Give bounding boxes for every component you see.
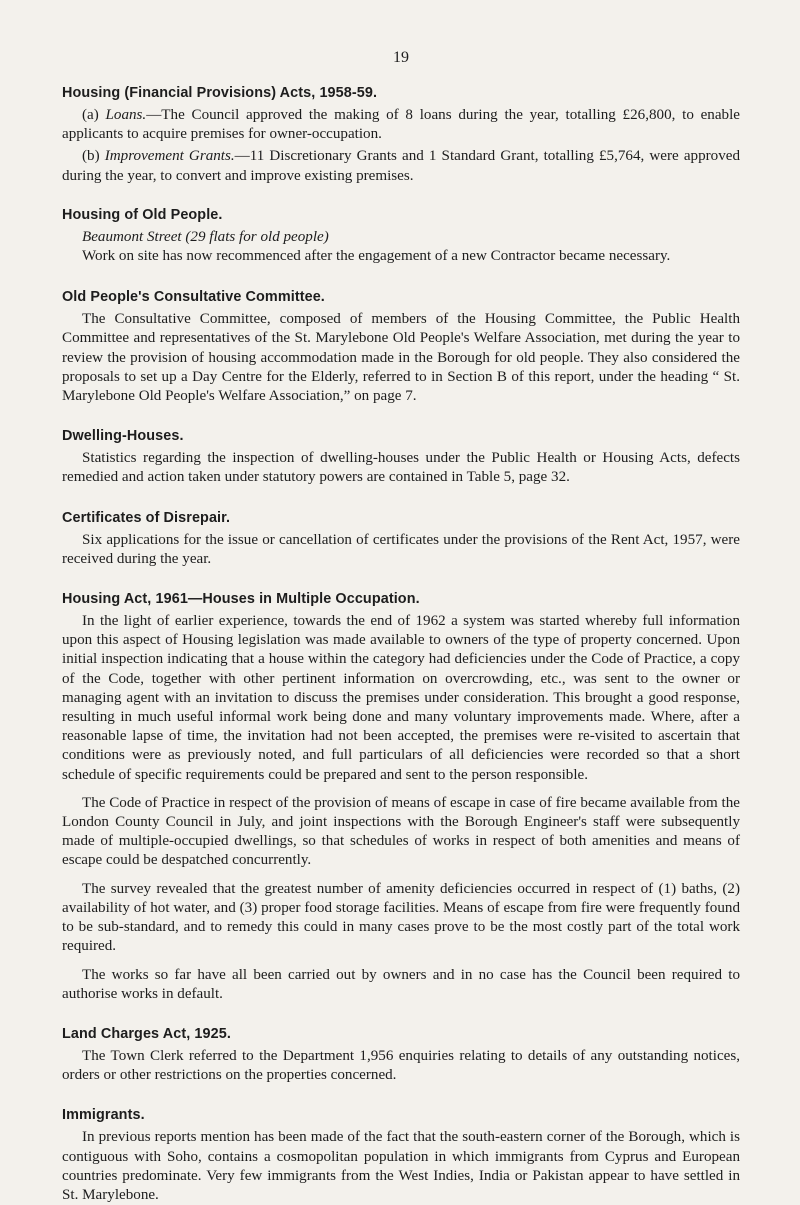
section-housing-financial <box>62 84 740 186</box>
paragraph: Six applications for the issue or cancellation of certificates under the provisions of the Rent Act, 1957, were received during the year. <box>62 531 740 567</box>
section-heading: Old People's Consultative Committee. <box>62 289 325 306</box>
section-heading: Housing of Old People. <box>62 206 223 223</box>
paragraph: Statistics regarding the inspection of dwelling-houses under the Public Health or Housing Acts, defects remedied and action taken under statutory powers are contained in Table 5, page 32. <box>62 450 740 486</box>
page-number: 19 <box>393 49 409 66</box>
section-land-charges <box>62 1025 740 1085</box>
section-multiple-occupation <box>62 590 740 1004</box>
section-heading: Housing Act, 1961—Houses in Multiple Occupation. <box>62 591 420 608</box>
section-disrepair <box>62 509 740 569</box>
item-text: —The Council approved the making of 8 loans during the year, totalling £26,800, to enable applicants to acquire premises for owner-occupation. <box>62 107 740 143</box>
subheading: Beaumont Street (29 flats for old people) <box>82 228 329 245</box>
item-title: Improvement Grants. <box>104 148 235 165</box>
section-dwelling <box>62 427 740 487</box>
section-heading: Dwelling-Houses. <box>62 428 184 445</box>
section-heading: Housing (Financial Provisions) Acts, 1958-59. <box>62 85 378 101</box>
paragraph: The works so far have all been carried out by owners and in no case has the Council been required to authorise works in default. <box>62 966 740 1002</box>
paragraph: In previous reports mention has been made of the fact that the south-eastern corner of the Borough, which is contiguous with Soho, contains a cosmopolitan population in which immigrants from Cyprus and European countries predominate. Very few immigrants from the West Indies, India or Pakistan appear to have settled in St. Marylebone. <box>62 1129 740 1203</box>
paragraph-loans <box>62 106 740 144</box>
paragraph: Work on site has now recommenced after the engagement of a new Contractor became necessary. <box>82 248 671 265</box>
paragraph-grants <box>62 147 740 185</box>
section-old-people <box>62 206 740 266</box>
section-consultative <box>62 288 740 406</box>
paragraph: The Code of Practice in respect of the provision of means of escape in case of fire became available from the London County Council in July, and joint inspections with the Borough Engineer's staff were subsequently made of multiple-occupied dwellings, so that schedules of works in respect of both amenities and means of escape could be despatched concurrently. <box>62 794 740 869</box>
section-heading: Immigrants. <box>62 1107 145 1124</box>
section-immigrants <box>62 1106 740 1205</box>
paragraph: In the light of earlier experience, towards the end of 1962 a system was started whereby full information upon this aspect of Housing legislation was made available to owners of the type of property concerned. Upon initial inspection indicating that a house within the category had deficiencies under the Code of Practice, a copy of the Code, together with other pertinent information on overcrowding, etc., was sent to the owner or managing agent with an invitation to discuss the premises under consideration. This brought a good response, resulting in much useful informal work being done and many voluntary improvements made. Where, after a reasonable lapse of time, the invitation had not been accepted, the premises were re-visited to ascertain that conditions were as previously noted, and full particulars of all deficiencies were recorded so that a short schedule of specific requirements could be prepared and sent to the person responsible. <box>62 613 740 783</box>
section-heading: Land Charges Act, 1925. <box>62 1025 231 1042</box>
paragraph: The survey revealed that the greatest number of amenity deficiencies occurred in respect of (1) baths, (2) availability of hot water, and (3) proper food storage facilities. Means of escape from fire were frequently found to be sub-standard, and to remedy this could in many cases prove to be the most costly part of the total work required. <box>62 880 740 955</box>
paragraph: The Town Clerk referred to the Department 1,956 enquiries relating to details of any outstanding notices, orders or other restrictions on the properties concerned. <box>62 1047 740 1084</box>
item-text: —11 Discretionary Grants and 1 Standard Grant, totalling £5,764, were approved during the year, to convert and improve existing premises. <box>62 148 740 184</box>
paragraph: The Consultative Committee, composed of members of the Housing Committee, the Public Health Committee and representatives of the St. Marylebone Old People's Welfare Association, met during the year to review the provision of housing accommodation made in the Borough for old people. They also considered the proposals to set up a Day Centre for the Elderly, referred to in Section B of this report, under the heading “ St. Marylebone Old People's Welfare Association,” on page 7. <box>62 311 740 405</box>
item-title: Loans. <box>105 107 147 123</box>
item-label: (a) <box>82 107 99 123</box>
item-label: (b) <box>82 148 100 165</box>
section-heading: Certificates of Disrepair. <box>62 509 231 526</box>
